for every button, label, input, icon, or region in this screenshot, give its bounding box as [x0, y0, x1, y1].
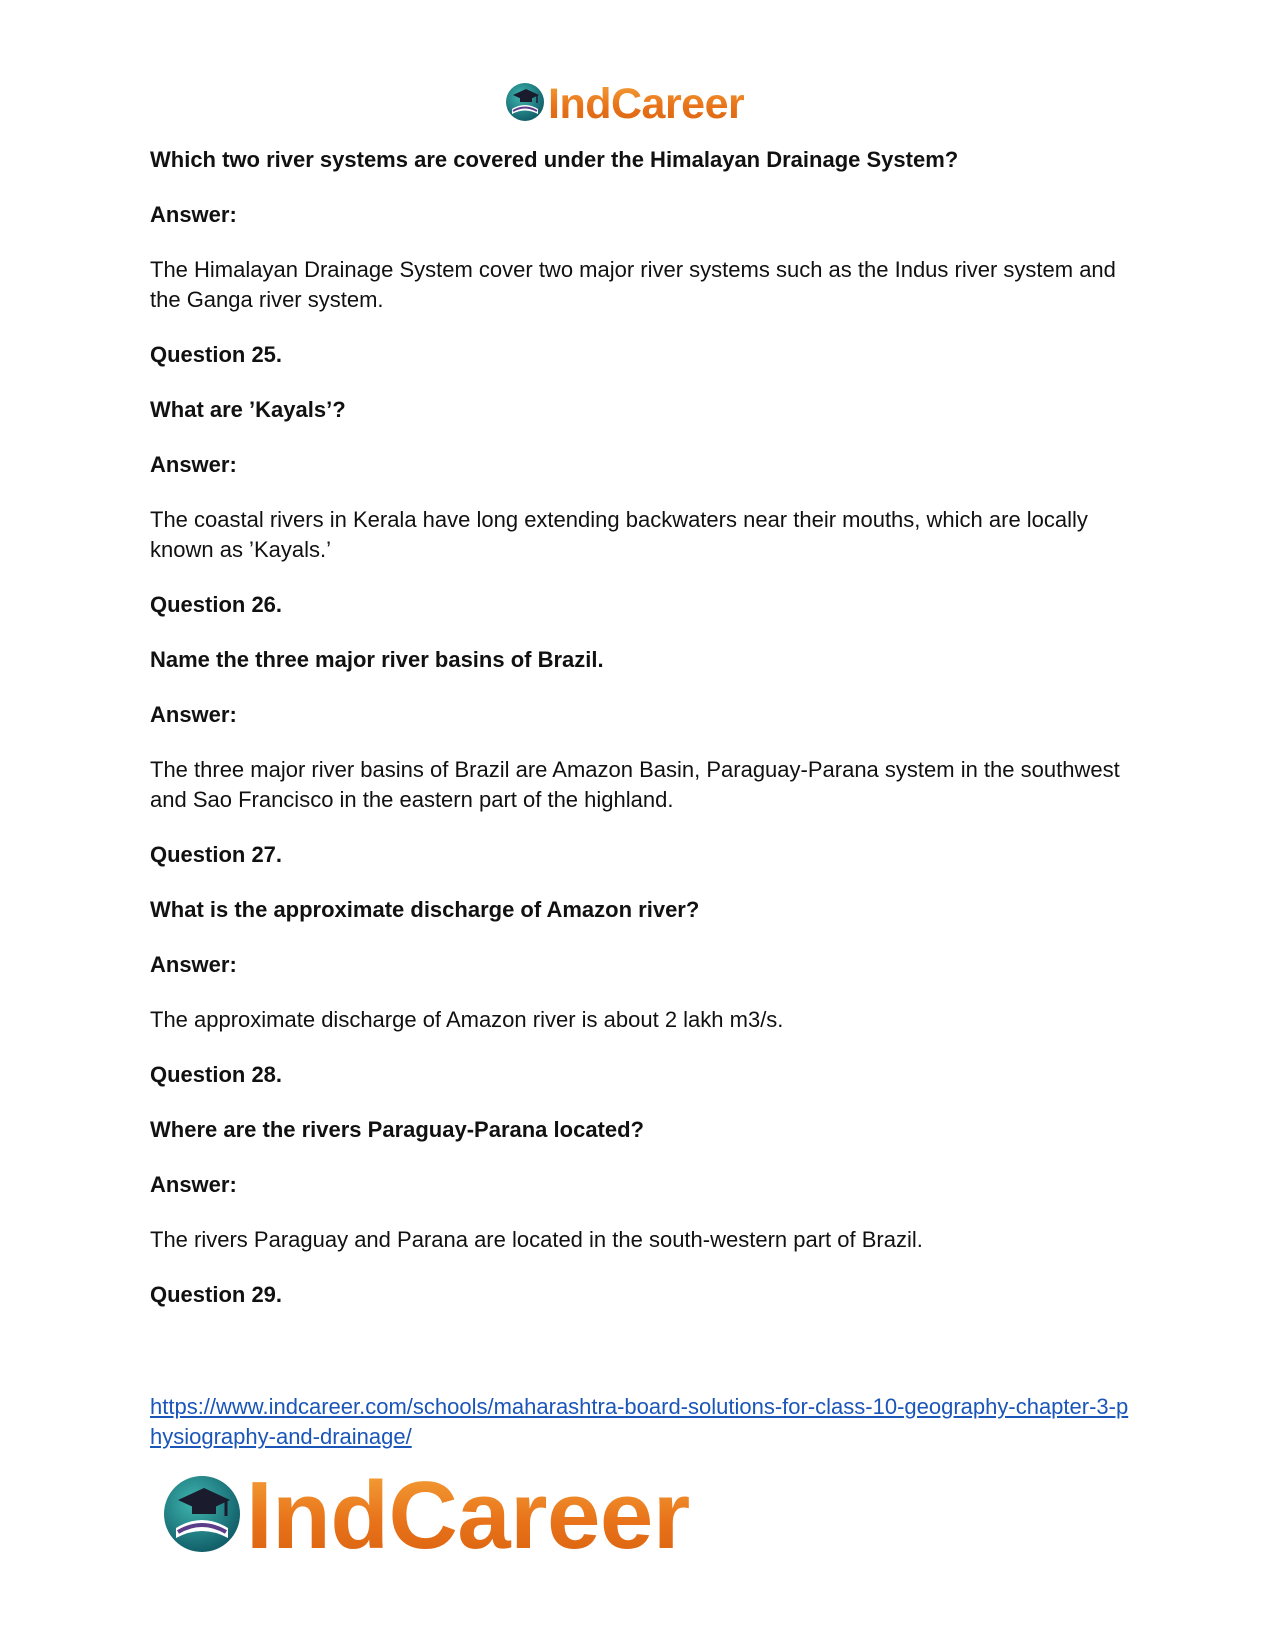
graduation-cap-book-icon [160, 1472, 244, 1561]
question-number: Question 26. [150, 592, 283, 617]
question-number: Question 29. [150, 1282, 283, 1307]
question-text: Which two river systems are covered under the Himalayan Drainage System? [150, 147, 959, 172]
footer-logo [160, 1464, 690, 1568]
logo-wordmark: IndCareer [246, 1462, 690, 1569]
answer-text: The coastal rivers in Kerala have long extending backwaters near their mouths, which are locally known as ’Kayals.’ [150, 507, 1088, 562]
answer-text: The rivers Paraguay and Parana are located in the south-western part of Brazil. [150, 1227, 923, 1252]
question-text: What are ’Kayals’? [150, 397, 346, 422]
answer-text: The approximate discharge of Amazon river is about 2 lakh m3/s. [150, 1007, 784, 1032]
graduation-cap-book-icon [504, 81, 546, 128]
question-text: Where are the rivers Paraguay-Parana located? [150, 1117, 644, 1142]
document-body [150, 145, 1130, 1310]
answer-label: Answer: [150, 202, 237, 227]
header-logo [504, 80, 744, 128]
question-text: Name the three major river basins of Brazil. [150, 647, 604, 672]
answer-label: Answer: [150, 1172, 237, 1197]
answer-label: Answer: [150, 952, 237, 977]
question-number: Question 28. [150, 1062, 283, 1087]
answer-label: Answer: [150, 702, 237, 727]
logo-wordmark: IndCareer [548, 80, 745, 128]
answer-text: The Himalayan Drainage System cover two major river systems such as the Indus river system and the Ganga river system. [150, 257, 1116, 312]
answer-text: The three major river basins of Brazil are Amazon Basin, Paraguay-Parana system in the southwest and Sao Francisco in the eastern part of the highland. [150, 757, 1120, 812]
answer-label: Answer: [150, 452, 237, 477]
question-number: Question 27. [150, 842, 283, 867]
question-text: What is the approximate discharge of Amazon river? [150, 897, 700, 922]
question-number: Question 25. [150, 342, 283, 367]
source-link[interactable]: https://www.indcareer.com/schools/maharashtra-board-solutions-for-class-10-geography-chapter-3-physiography-and-drainage/ [150, 1394, 1129, 1449]
